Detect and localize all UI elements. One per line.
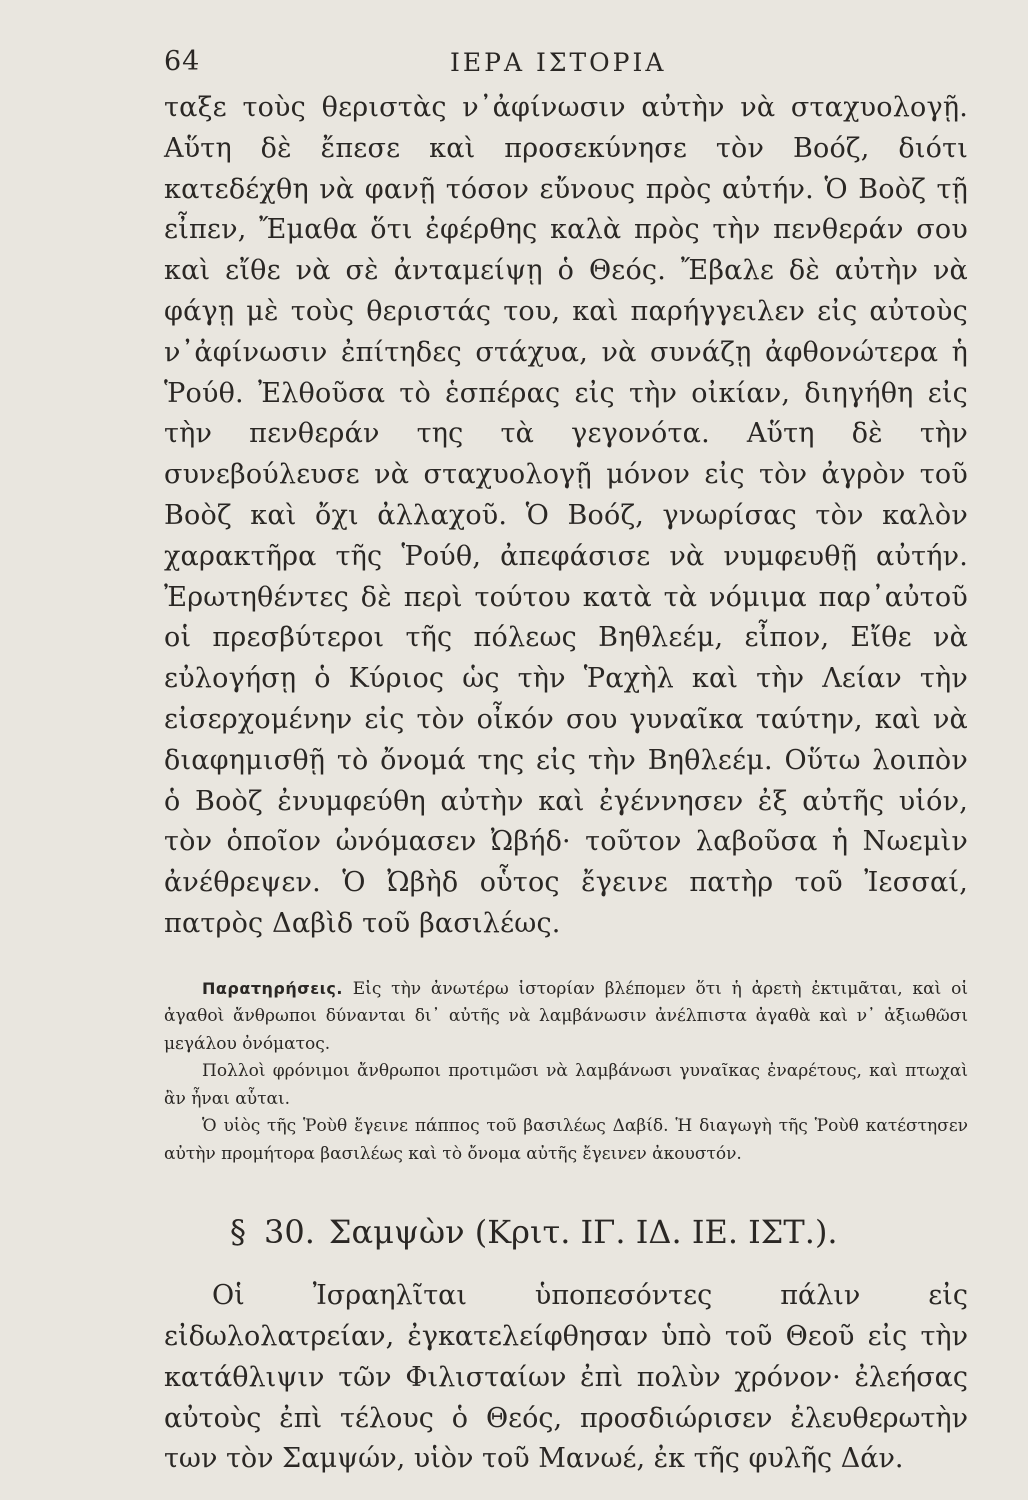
notes-paragraph-1-text: Εἰς τὴν ἀνωτέρω ἱστορίαν βλέπομεν ὅτι ἡ ἀρετὴ ἐκτιμᾶται, καὶ οἱ ἀγαθοὶ ἄνθρωποι δύνανται δι᾿ αὐτῆς νὰ λαμβάνωσιν ἀνέλπιστα ἀγαθὰ καὶ ν᾿ ἀξιωθῶσι μεγάλου ὀνόματος. (164, 978, 968, 1054)
notes-paragraph-3: Ὁ υἱὸς τῆς Ῥοὺθ ἔγεινε πάππος τοῦ βασιλέως Δαβίδ. Ἡ διαγωγὴ τῆς Ῥοὺθ κατέστησεν αὐτὴν προμήτορα βασιλέως καὶ τὸ ὄνομα αὐτῆς ἔγεινεν ἀκουστόν. (164, 1116, 968, 1164)
page-number: 64 (164, 46, 201, 77)
section-heading (164, 1212, 968, 1252)
section-number: 30. (264, 1213, 315, 1252)
section-title: Σαμψὼν (Κριτ. ΙΓ. ΙΔ. ΙΕ. ΙΣΤ.). (328, 1213, 838, 1252)
notes-paragraph-1 (164, 975, 968, 1059)
section-paragraph: Οἱ Ἰσραηλῖται ὑποπεσόντες πάλιν εἰς εἰδωλολατρείαν, ἐγκατελείφθησαν ὑπὸ τοῦ Θεοῦ εἰς τὴν κατάθλιψιν τῶν Φιλισταίων ἐπὶ πολὺν χρόνον· ἐλεήσας αὐτοὺς ἐπὶ τέλους ὁ Θεός, προσδιώρισεν ἐλευθερωτὴν των τὸν Σαμψών, υἱὸν τοῦ Μανωέ, ἐκ τῆς φυλῆς Δάν. (164, 1280, 968, 1475)
running-head (164, 38, 968, 88)
notes-label: Παρατηρήσεις. (202, 978, 343, 998)
section-symbol: § (230, 1213, 246, 1252)
main-paragraph: ταξε τοὺς θεριστὰς ν᾿ἀφίνωσιν αὐτὴν νὰ σταχυολογῇ. Αὕτη δὲ ἔπεσε καὶ προσεκύνησε τὸν Βοόζ, διότι κατεδέχθη νὰ φανῇ τόσον εὔνους πρὸς αὐτήν. Ὁ Βοὸζ τῇ εἶπεν, Ἔμαθα ὅτι ἐφέρθης καλὰ πρὸς τὴν πενθεράν σου καὶ εἴθε νὰ σὲ ἀνταμείψῃ ὁ Θεός. Ἔβαλε δὲ αὐτὴν νὰ φάγῃ μὲ τοὺς θεριστάς του, καὶ παρήγγειλεν εἰς αὐτοὺς ν᾿ἀφίνωσιν ἐπίτηδες στάχυα, νὰ συνάζῃ ἀφθονώτερα ἡ Ῥούθ. Ἐλθοῦσα τὸ ἑσπέρας εἰς τὴν οἰκίαν, διηγήθη εἰς τὴν πενθεράν της τὰ γεγονότα. Αὕτη δὲ τὴν συνεβούλευσε νὰ σταχυολογῇ μόνον εἰς τὸν ἀγρὸν τοῦ Βοὸζ καὶ ὄχι ἀλλαχοῦ. Ὁ Βοόζ, γνωρίσας τὸν καλὸν χαρακτῆρα τῆς Ῥούθ, ἀπεφάσισε νὰ νυμφευθῇ αὐτήν. Ἐρωτηθέντες δὲ περὶ τούτου κατὰ τὰ νόμιμα παρ᾿αὐτοῦ οἱ πρεσβύτεροι τῆς πόλεως Βηθλεέμ, εἶπον, Εἴθε νὰ εὐλογήσῃ ὁ Κύριος ὡς τὴν Ῥαχὴλ καὶ τὴν Λείαν τὴν εἰσερχομένην εἰς τὸν οἶκόν σου γυναῖκα ταύτην, καὶ νὰ διαφημισθῇ τὸ ὄνομά της εἰς τὴν Βηθλεέμ. Οὕτω λοιπὸν ὁ Βοὸζ ἐνυμφεύθη αὐτὴν καὶ ἐγέννησεν ἐξ αὐτῆς υἱόν, τὸν ὁποῖον ὠνόμασεν Ὠβήδ· τοῦτον λαβοῦσα ἡ Νωεμὶν ἀνέθρεψεν. Ὁ Ὠβὴδ οὗτος ἔγεινε πατὴρ τοῦ Ἰεσσαί, πατρὸς Δαβὶδ τοῦ βασιλέως. (164, 92, 968, 939)
main-text (164, 88, 968, 945)
observations-notes (164, 975, 968, 1169)
running-title: ΙΕΡΑ ΙΣΤΟΡΙΑ (450, 48, 667, 77)
notes-paragraph-2: Πολλοὶ φρόνιμοι ἄνθρωποι προτιμῶσι νὰ λαμβάνωσι γυναῖκας ἐναρέτους, καὶ πτωχαὶ ἂν ἦναι αὗται. (164, 1061, 968, 1109)
section-text (164, 1276, 968, 1480)
